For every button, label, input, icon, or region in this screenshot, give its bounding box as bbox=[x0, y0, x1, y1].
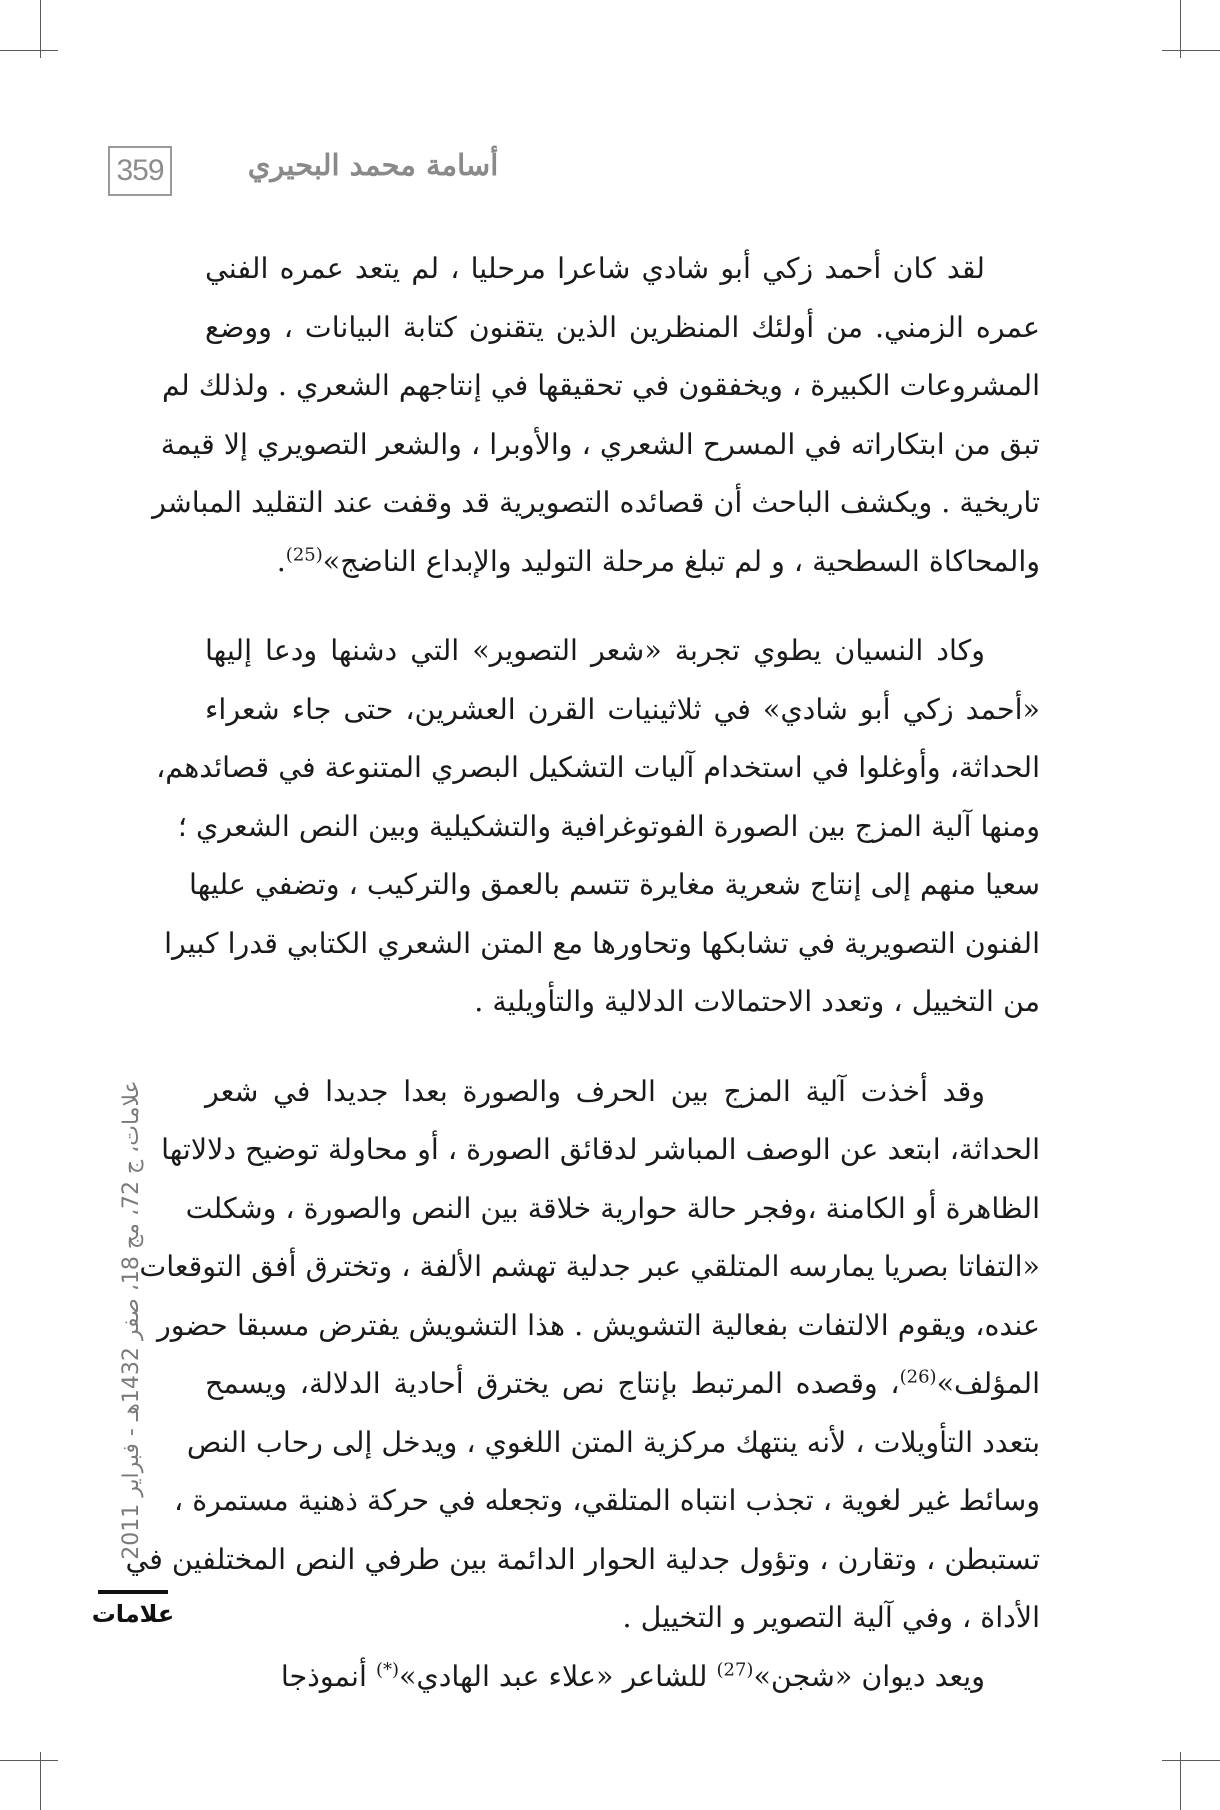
crop-mark bbox=[0, 50, 58, 51]
text-line: الفنون التصويرية في تشابكها وتحاورها مع المتن الشعري الكتابي قدرا كبيرا bbox=[164, 926, 1040, 960]
journal-logo: علامات bbox=[98, 1590, 168, 1634]
line-text: أنموذجا bbox=[280, 1659, 376, 1693]
line-text: للشاعر «علاء عبد الهادي» bbox=[399, 1659, 717, 1693]
text-line: «التفاتا بصريا يمارسه المتلقي عبر جدلية تهشم الألفة ، وتخترق أفق التوقعات bbox=[139, 1250, 1040, 1283]
crop-mark bbox=[1162, 1760, 1220, 1761]
text-line: تستبطن ، وتقارن ، وتؤول جدلية الحوار الدائمة بين طرفي النص المختلفين في bbox=[125, 1542, 1040, 1576]
text-line: المشروعات الكبيرة ، ويخفقون في تحقيقها في إنتاجهم الشعري . ولذلك لم bbox=[162, 369, 1040, 402]
text-line: من التخييل ، وتعدد الاحتمالات الدلالية والتأويلية . bbox=[474, 985, 1040, 1018]
text-line bbox=[205, 1648, 1040, 1707]
text-line: الحداثة، ابتعد عن الوصف المباشر لدقائق الصورة ، أو محاولة توضيح دلالاتها bbox=[161, 1133, 1040, 1166]
crop-mark bbox=[1162, 50, 1220, 51]
text-line: بتعدد التأويلات ، لأنه ينتهك مركزية المتن اللغوي ، ويدخل إلى رحاب النص bbox=[186, 1425, 1040, 1459]
text-line: «أحمد زكي أبو شادي» في ثلاثينيات القرن العشرين، حتى جاء شعراء bbox=[205, 692, 1040, 726]
text-line: ومنها آلية المزج بين الصورة الفوتوغرافية والتشكيلية وبين النص الشعري ؛ bbox=[177, 809, 1040, 843]
footnote-ref: (26) bbox=[899, 1366, 937, 1388]
text-line: وقد أخذت آلية المزج بين الحرف والصورة بعدا جديدا في شعر bbox=[205, 1074, 985, 1108]
text-line bbox=[205, 533, 1040, 592]
text-line: الأداة ، وفي آلية التصوير و التخييل . bbox=[622, 1601, 1040, 1634]
text-line: تبق من ابتكاراته في المسرح الشعري ، والأوبرا ، والشعر التصويري إلا قيمة bbox=[160, 427, 1040, 461]
text-line: لقد كان أحمد زكي أبو شادي شاعرا مرحليا ، لم يتعد عمره الفني bbox=[205, 252, 985, 285]
text-line: عنده، ويقوم الالتفات بفعالية التشويش . هذا التشويش يفترض مسبقا حضور bbox=[156, 1308, 1040, 1342]
line-text: ويعد ديوان «شجن» bbox=[753, 1659, 985, 1693]
paragraph-4 bbox=[205, 1648, 1040, 1707]
paragraph-2 bbox=[156, 622, 1040, 1032]
journal-issue-info: علامات، ج 72، مج 18، صفر 1432هـ - فبراير 2011 bbox=[119, 1080, 144, 1560]
text-line: تاريخية . ويكشف الباحث أن قصائده التصويرية قد وقفت عند التقليد المباشر bbox=[152, 486, 1040, 519]
text-line: سعيا منهم إلى إنتاج شعرية مغايرة تتسم بالعمق والتركيب ، وتضفي عليها bbox=[189, 868, 1040, 901]
footnote-ref: (25) bbox=[285, 544, 323, 565]
line-text: ، وقصده المرتبط بإنتاج نص يخترق أحادية الدلالة، ويسمح bbox=[205, 1367, 900, 1400]
footnote-ref: (*) bbox=[375, 1659, 399, 1680]
paragraph-1 bbox=[152, 240, 1040, 591]
running-head-author: أسامة محمد البحيري bbox=[247, 148, 499, 182]
text-line: وسائط غير لغوية ، تجذب انتباه المتلقي، وتجعله في حركة ذهنية مستمرة ، bbox=[173, 1484, 1040, 1517]
line-text: والمحاكاة السطحية ، و لم تبلغ مرحلة التوليد والإبداع الناضج» bbox=[322, 544, 1040, 578]
line-text: . bbox=[276, 544, 286, 578]
page-number: 359 bbox=[108, 146, 172, 196]
text-line: وكاد النسيان يطوي تجربة «شعر التصوير» التي دشنها ودعا إليها bbox=[205, 634, 985, 667]
text-line: عمره الزمني. من أولئك المنظرين الذين يتقنون كتابة البيانات ، ووضع bbox=[205, 310, 1040, 344]
text-line bbox=[205, 1355, 1040, 1414]
crop-mark bbox=[0, 1760, 58, 1761]
text-line: الظاهرة أو الكامنة ،وفجر حالة حوارية خلاقة بين النص والصورة ، وشكلت bbox=[185, 1191, 1040, 1225]
footnote-ref: (27) bbox=[716, 1659, 754, 1680]
line-text: المؤلف» bbox=[936, 1367, 1040, 1400]
text-line: الحداثة، وأوغلوا في استخدام آليات التشكيل البصري المتنوعة في قصائدهم، bbox=[156, 751, 1040, 784]
